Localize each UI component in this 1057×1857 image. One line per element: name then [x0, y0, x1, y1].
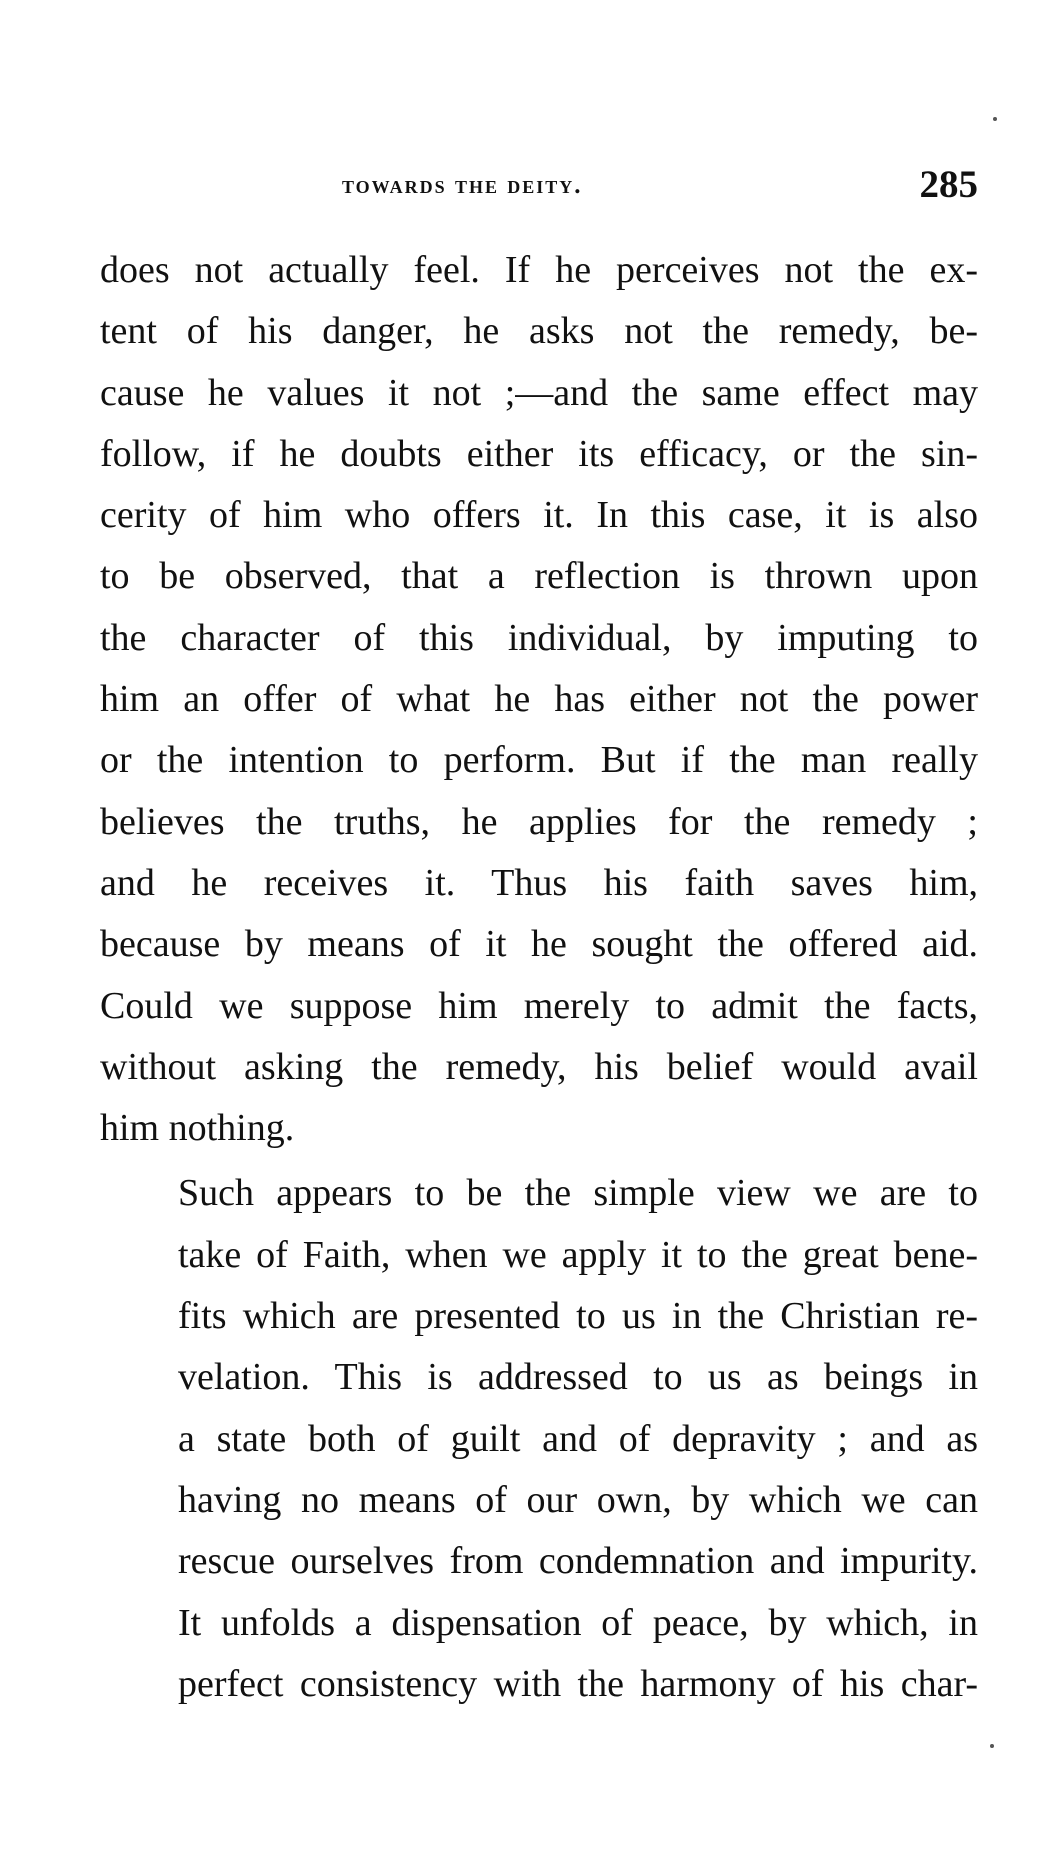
text-line: him an offer of what he has either not the power — [100, 678, 978, 721]
text-line: tent of his danger, he asks not the remedy, be- — [100, 310, 978, 353]
running-title: towards the deity. — [342, 172, 583, 199]
text-line: fits which are presented to us in the Christian re- — [178, 1295, 978, 1338]
text-line: the character of this individual, by imputing to — [100, 616, 978, 659]
text-line: and he receives it. Thus his faith saves him, — [100, 861, 978, 904]
text-line: does not actually feel. If he perceives not the ex- — [100, 249, 978, 291]
body-text — [100, 240, 978, 1715]
text-line: believes the truths, he applies for the remedy ; — [100, 800, 978, 843]
text-line: cause he values it not ;—and the same effect may — [100, 371, 978, 414]
text-line: Such appears to be the simple view we are to — [178, 1172, 978, 1215]
running-head — [100, 162, 978, 212]
paragraph-2 — [100, 1163, 978, 1715]
text-line: perfect consistency with the harmony of his char- — [178, 1662, 978, 1705]
text-line: or the intention to perform. But if the man really — [100, 739, 978, 782]
text-line: him nothing. — [100, 1107, 295, 1150]
text-line: without asking the remedy, his belief would avail — [100, 1045, 978, 1088]
text-line: velation. This is addressed to us as beings in — [178, 1356, 978, 1399]
text-line: follow, if he doubts either its efficacy, or the sin- — [100, 432, 978, 475]
text-line: cerity of him who offers it. In this case, it is also — [100, 494, 978, 537]
print-speck — [990, 1744, 994, 1748]
paragraph-1 — [100, 240, 978, 1159]
text-line: to be observed, that a reflection is thrown upon — [100, 555, 978, 598]
text-line: Could we suppose him merely to admit the facts, — [100, 984, 978, 1027]
print-speck — [993, 117, 997, 121]
text-line: because by means of it he sought the offered aid. — [100, 923, 978, 966]
text-line: rescue ourselves from condemnation and impurity. — [178, 1540, 978, 1583]
text-line: It unfolds a dispensation of peace, by which, in — [178, 1601, 978, 1644]
page-number: 285 — [919, 163, 978, 206]
text-line: having no means of our own, by which we can — [178, 1478, 978, 1521]
text-line: take of Faith, when we apply it to the great bene- — [178, 1233, 978, 1276]
text-line: a state both of guilt and of depravity ; and as — [178, 1417, 978, 1460]
